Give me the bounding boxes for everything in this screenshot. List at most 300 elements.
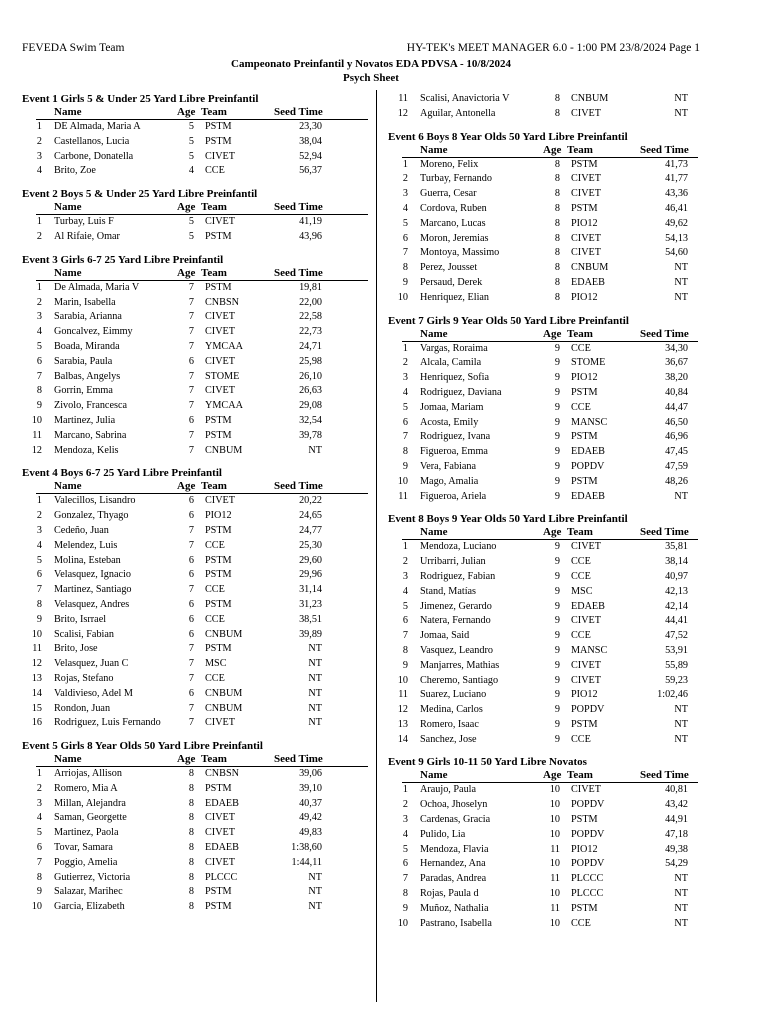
seed-time: 42,13 — [665, 585, 688, 597]
table-row — [388, 401, 698, 416]
swimmer-age: 9 — [554, 585, 560, 597]
seed-time: 40,97 — [665, 570, 688, 582]
swimmer-age: 8 — [554, 158, 560, 170]
team-code: PSTM — [205, 230, 232, 242]
swimmer-age: 6 — [188, 598, 194, 610]
swimmer-name: Al Rifaie, Omar — [54, 230, 120, 242]
swimmer-age: 6 — [188, 613, 194, 625]
column-name: Name — [420, 526, 448, 539]
seed-time: 52,94 — [299, 150, 322, 162]
team-code: CCE — [571, 570, 591, 582]
seed-time: NT — [674, 704, 688, 716]
place-number: 6 — [402, 615, 408, 627]
swimmer-name: Mendoza, Kelis — [54, 444, 119, 456]
table-header — [36, 106, 368, 120]
seed-time: 53,91 — [665, 644, 688, 656]
swimmer-age: 5 — [188, 121, 194, 132]
swimmer-age: 7 — [188, 340, 194, 352]
seed-time: 39,06 — [299, 768, 322, 780]
swimmer-name: Marin, Isabella — [54, 296, 116, 308]
team-code: CIVET — [571, 247, 601, 259]
swimmer-name: Velasquez, Juan C — [54, 658, 129, 670]
place-number: 3 — [402, 814, 408, 826]
swimmer-age: 9 — [554, 615, 560, 627]
place-number: 8 — [402, 644, 408, 656]
seed-time: 31,14 — [299, 584, 322, 596]
place-number: 10 — [397, 291, 408, 303]
place-number: 4 — [402, 585, 408, 597]
table-header — [402, 526, 698, 540]
swimmer-name: Perez, Jousset — [420, 262, 478, 274]
table-row — [22, 702, 368, 717]
swimmer-age: 8 — [554, 276, 560, 288]
seed-time: NT — [674, 873, 688, 885]
swimmer-name: Brito, Zoe — [54, 165, 96, 177]
event-block — [22, 739, 368, 915]
swimmer-name: Marcano, Sabrina — [54, 429, 127, 441]
seed-time: NT — [308, 687, 322, 699]
table-row — [22, 509, 368, 524]
swimmer-name: Alcala, Camila — [420, 357, 482, 369]
team-code: CIVET — [205, 385, 235, 397]
swimmer-age: 8 — [188, 797, 194, 809]
event-title: Event 4 Boys 6-7 25 Yard Libre Preinfantil — [22, 467, 222, 480]
table-header — [36, 267, 368, 281]
swimmer-name: Sarabia, Paula — [54, 355, 113, 367]
swimmer-age: 7 — [188, 658, 194, 670]
table-row — [388, 371, 698, 386]
swimmer-name: Moreno, Felix — [420, 158, 479, 170]
team-code: CCE — [571, 917, 591, 929]
place-number: 2 — [402, 799, 408, 811]
table-row — [388, 232, 698, 247]
swimmer-name: Mendoza, Flavia — [420, 843, 489, 855]
seed-time: NT — [308, 717, 322, 729]
table-row — [22, 281, 368, 296]
seed-time: 1:38,60 — [291, 842, 322, 854]
team-code: CNBUM — [205, 444, 243, 456]
swimmer-age: 6 — [188, 510, 194, 522]
table-row — [22, 657, 368, 672]
team-code: POPDV — [571, 460, 605, 472]
swimmer-name: Jomaa, Said — [420, 630, 470, 642]
place-number: 1 — [36, 121, 42, 132]
swimmer-age: 11 — [550, 902, 560, 914]
place-number: 7 — [36, 584, 42, 596]
table-row — [22, 414, 368, 429]
swimmer-name: Brito, Jose — [54, 643, 98, 655]
swimmer-name: Valdivieso, Adel M — [54, 687, 133, 699]
swimmer-age: 8 — [188, 856, 194, 868]
swimmer-age: 6 — [188, 414, 194, 426]
table-row — [388, 92, 698, 107]
seed-time: 24,77 — [299, 524, 322, 536]
table-row — [388, 276, 698, 291]
swimmer-name: Figueroa, Ariela — [420, 490, 487, 502]
seed-time: 26,10 — [299, 370, 322, 382]
team-code: MANSC — [571, 644, 608, 656]
table-row — [22, 782, 368, 797]
table-row — [388, 202, 698, 217]
swimmer-age: 9 — [554, 401, 560, 413]
table-row — [22, 642, 368, 657]
seed-time: 46,50 — [665, 416, 688, 428]
event-title: Event 5 Girls 8 Year Olds 50 Yard Libre Preinfantil — [22, 740, 263, 753]
table-row — [22, 687, 368, 702]
team-code: PSTM — [205, 782, 232, 794]
seed-time: 25,98 — [299, 355, 322, 367]
place-number: 11 — [32, 429, 42, 441]
table-row — [388, 718, 698, 733]
swimmer-name: Rojas, Paula d — [420, 888, 479, 900]
place-number: 7 — [36, 370, 42, 382]
table-row — [22, 135, 368, 150]
table-row — [388, 416, 698, 431]
event-title: Event 1 Girls 5 & Under 25 Yard Libre Preinfantil — [22, 93, 259, 105]
table-row — [388, 843, 698, 858]
place-number: 13 — [397, 718, 408, 730]
swimmer-name: Mendoza, Luciano — [420, 541, 497, 553]
swimmer-age: 7 — [188, 584, 194, 596]
swimmer-name: Natera, Fernando — [420, 615, 491, 627]
swimmer-age: 5 — [188, 150, 194, 162]
seed-time: 25,30 — [299, 539, 322, 551]
team-name: FEVEDA Swim Team — [22, 42, 125, 54]
column-name: Name — [54, 266, 82, 279]
table-row — [388, 291, 698, 306]
place-number: 6 — [36, 569, 42, 581]
table-row — [22, 583, 368, 598]
right-column — [388, 92, 698, 931]
event-block — [388, 314, 698, 505]
team-code: EDAEB — [571, 276, 605, 288]
team-code: CIVET — [205, 326, 235, 338]
swimmer-age: 6 — [188, 628, 194, 640]
place-number: 5 — [402, 401, 408, 413]
table-row — [388, 555, 698, 570]
seed-time: 40,37 — [299, 797, 322, 809]
table-row — [22, 797, 368, 812]
swimmer-name: Turbay, Luis F — [54, 216, 114, 228]
column-name: Name — [54, 201, 82, 214]
swimmer-age: 10 — [549, 814, 560, 826]
seed-time: 24,71 — [299, 340, 322, 352]
table-row — [388, 688, 698, 703]
place-number: 1 — [402, 784, 408, 796]
team-code: CIVET — [571, 659, 601, 671]
team-code: CIVET — [205, 216, 235, 228]
seed-time: 1:44,11 — [291, 856, 322, 868]
team-code: CNBUM — [205, 628, 243, 640]
team-code: PSTM — [205, 429, 232, 441]
place-number: 10 — [397, 674, 408, 686]
swimmer-name: Vargas, Roraima — [420, 342, 488, 354]
team-code: PSTM — [205, 886, 232, 898]
meet-title: Campeonato Preinfantil y Novatos EDA PDVSA - 10/8/2024 — [231, 58, 511, 70]
swimmer-name: Scalisi, Anavictoria V — [420, 93, 510, 104]
seed-time: 38,51 — [299, 613, 322, 625]
seed-time: 22,58 — [299, 311, 322, 323]
table-row — [388, 644, 698, 659]
table-row — [22, 444, 368, 459]
swimmer-age: 9 — [554, 689, 560, 701]
column-age: Age — [543, 327, 562, 340]
team-code: CIVET — [205, 355, 235, 367]
seed-time: 48,26 — [665, 475, 688, 487]
table-row — [22, 340, 368, 355]
column-age: Age — [177, 480, 196, 493]
seed-time: 44,47 — [665, 401, 688, 413]
place-number: 6 — [36, 842, 42, 854]
table-row — [22, 672, 368, 687]
swimmer-age: 11 — [550, 843, 560, 855]
column-team: Team — [567, 143, 593, 156]
table-row — [388, 386, 698, 401]
seed-time: 23,30 — [299, 121, 322, 132]
place-number: 7 — [402, 873, 408, 885]
table-row — [22, 539, 368, 554]
seed-time: 26,63 — [299, 385, 322, 397]
swimmer-age: 10 — [549, 799, 560, 811]
place-number: 1 — [402, 541, 408, 553]
place-number: 9 — [402, 659, 408, 671]
seed-time: NT — [674, 718, 688, 730]
seed-time: NT — [308, 643, 322, 655]
seed-time: 46,41 — [665, 202, 688, 214]
seed-time: 54,29 — [665, 858, 688, 870]
team-code: PIO12 — [571, 372, 598, 384]
table-row — [388, 798, 698, 813]
place-number: 4 — [402, 828, 408, 840]
seed-time: 38,14 — [665, 556, 688, 568]
swimmer-name: Acosta, Emily — [420, 416, 479, 428]
column-seed: Seed Time — [274, 480, 323, 493]
table-row — [388, 813, 698, 828]
swimmer-name: Martinez, Paola — [54, 827, 119, 839]
swimmer-age: 11 — [550, 873, 560, 885]
swimmer-name: Montoya, Massimo — [420, 247, 500, 259]
swimmer-age: 7 — [188, 702, 194, 714]
swimmer-age: 5 — [188, 216, 194, 228]
swimmer-age: 10 — [549, 828, 560, 840]
place-number: 1 — [36, 768, 42, 780]
table-row — [388, 356, 698, 371]
place-number: 10 — [31, 414, 42, 426]
swimmer-age: 9 — [554, 704, 560, 716]
place-number: 3 — [36, 524, 42, 536]
swimmer-name: Araujo, Paula — [420, 784, 477, 796]
place-number: 4 — [36, 539, 42, 551]
seed-time: 59,23 — [665, 674, 688, 686]
swimmer-name: Manjarres, Mathias — [420, 659, 500, 671]
swimmer-age: 6 — [188, 687, 194, 699]
software-info: HY-TEK's MEET MANAGER 6.0 - 1:00 PM 23/8/2024 Page 1 — [406, 42, 700, 54]
column-name: Name — [420, 327, 448, 340]
team-code: PSTM — [205, 554, 232, 566]
table-row — [22, 716, 368, 731]
place-number: 2 — [402, 357, 408, 369]
swimmer-age: 8 — [554, 262, 560, 274]
sheet-title: Psych Sheet — [343, 72, 399, 84]
swimmer-name: Goncalvez, Eimmy — [54, 326, 133, 338]
table-header — [36, 201, 368, 215]
swimmer-age: 10 — [549, 888, 560, 900]
swimmer-age: 7 — [188, 429, 194, 441]
table-row — [388, 783, 698, 798]
column-team: Team — [567, 526, 593, 539]
team-code: MSC — [571, 585, 593, 597]
place-number: 6 — [402, 858, 408, 870]
event-5-continuation — [388, 92, 698, 122]
place-number: 3 — [402, 372, 408, 384]
column-age: Age — [543, 769, 562, 782]
team-code: PLCCC — [571, 873, 604, 885]
table-row — [388, 187, 698, 202]
swimmer-name: Jomaa, Mariam — [420, 401, 484, 413]
team-code: CIVET — [205, 150, 235, 162]
team-code: POPDV — [571, 799, 605, 811]
event-title: Event 2 Boys 5 & Under 25 Yard Libre Preinfantil — [22, 188, 258, 201]
place-number: 11 — [32, 643, 42, 655]
team-code: EDAEB — [571, 600, 605, 612]
table-header — [402, 144, 698, 158]
table-row — [388, 614, 698, 629]
event-title: Event 8 Boys 9 Year Olds 50 Yard Libre Preinfantil — [388, 513, 628, 526]
place-number: 9 — [402, 460, 408, 472]
place-number: 4 — [36, 326, 42, 338]
place-number: 1 — [36, 495, 42, 507]
team-code: PIO12 — [571, 843, 598, 855]
swimmer-age: 8 — [554, 202, 560, 214]
table-row — [388, 158, 698, 173]
swimmer-age: 7 — [188, 311, 194, 323]
place-number: 2 — [36, 230, 42, 242]
swimmer-age: 8 — [188, 812, 194, 824]
swimmer-name: Molina, Esteban — [54, 554, 121, 566]
place-number: 4 — [402, 386, 408, 398]
swimmer-age: 9 — [554, 556, 560, 568]
seed-time: 41,73 — [665, 158, 688, 170]
swimmer-name: Ochoa, Jhoselyn — [420, 799, 488, 811]
event-title: Event 6 Boys 8 Year Olds 50 Yard Libre Preinfantil — [388, 130, 628, 143]
table-row — [22, 370, 368, 385]
swimmer-name: Martinez, Julia — [54, 414, 116, 426]
swimmer-name: Medina, Carlos — [420, 704, 483, 716]
place-number: 2 — [36, 782, 42, 794]
team-code: PSTM — [571, 718, 598, 730]
swimmer-name: Valecillos, Lisandro — [54, 495, 136, 507]
swimmer-age: 9 — [554, 342, 560, 354]
swimmer-age: 7 — [188, 643, 194, 655]
swimmer-age: 9 — [554, 416, 560, 428]
table-row — [22, 296, 368, 311]
place-number: 5 — [36, 554, 42, 566]
place-number: 13 — [31, 672, 42, 684]
swimmer-name: DE Almada, Maria A — [54, 121, 141, 132]
team-code: CIVET — [571, 107, 601, 119]
column-team: Team — [567, 769, 593, 782]
table-row — [388, 674, 698, 689]
place-number: 4 — [36, 812, 42, 824]
team-code: PSTM — [571, 202, 598, 214]
swimmer-name: Gonzalez, Thyago — [54, 510, 129, 522]
column-name: Name — [54, 753, 82, 766]
seed-time: 40,84 — [665, 386, 688, 398]
swimmer-name: Moron, Jeremias — [420, 232, 489, 244]
swimmer-name: Gorrin, Emma — [54, 385, 113, 397]
swimmer-name: Romero, Mia A — [54, 782, 118, 794]
swimmer-age: 8 — [554, 107, 560, 119]
swimmer-age: 7 — [188, 444, 194, 456]
team-code: MANSC — [571, 416, 608, 428]
table-row — [388, 342, 698, 357]
swimmer-name: Mago, Amalia — [420, 475, 479, 487]
swimmer-age: 8 — [188, 842, 194, 854]
event-block — [22, 187, 368, 245]
seed-time: NT — [308, 702, 322, 714]
seed-time: 47,59 — [665, 460, 688, 472]
table-row — [22, 871, 368, 886]
team-code: CCE — [571, 342, 591, 354]
team-code: CCE — [205, 584, 225, 596]
swimmer-name: Stand, Matías — [420, 585, 477, 597]
seed-time: 36,67 — [665, 357, 688, 369]
swimmer-name: Marcano, Lucas — [420, 217, 486, 229]
seed-time: 43,96 — [299, 230, 322, 242]
place-number: 11 — [398, 490, 408, 502]
swimmer-name: Melendez, Luis — [54, 539, 118, 551]
place-number: 3 — [36, 797, 42, 809]
swimmer-age: 9 — [554, 386, 560, 398]
swimmer-age: 9 — [554, 630, 560, 642]
table-row — [22, 524, 368, 539]
team-code: PSTM — [205, 524, 232, 536]
team-code: CIVET — [571, 615, 601, 627]
team-code: PSTM — [205, 121, 232, 132]
swimmer-name: Millan, Alejandra — [54, 797, 126, 809]
swimmer-name: Pulido, Lia — [420, 828, 466, 840]
swimmer-age: 9 — [554, 475, 560, 487]
team-code: YMCAA — [205, 340, 243, 352]
table-row — [22, 399, 368, 414]
swimmer-name: Hernandez, Ana — [420, 858, 486, 870]
seed-time: NT — [674, 917, 688, 929]
column-divider — [376, 90, 377, 1002]
swimmer-name: Saman, Georgette — [54, 812, 127, 824]
table-row — [22, 494, 368, 509]
swimmer-name: Vasquez, Leandro — [420, 644, 493, 656]
place-number: 2 — [402, 556, 408, 568]
place-number: 10 — [397, 917, 408, 929]
swimmer-name: Guerra, Cesar — [420, 188, 477, 200]
swimmer-age: 9 — [554, 490, 560, 502]
swimmer-age: 9 — [554, 431, 560, 443]
table-row — [388, 828, 698, 843]
column-team: Team — [201, 753, 227, 766]
swimmer-age: 8 — [188, 871, 194, 883]
team-code: EDAEB — [571, 490, 605, 502]
table-row — [388, 430, 698, 445]
table-row — [22, 841, 368, 856]
table-row — [22, 355, 368, 370]
swimmer-age: 8 — [554, 188, 560, 200]
place-number: 15 — [31, 702, 42, 714]
column-age: Age — [543, 143, 562, 156]
table-row — [22, 568, 368, 583]
table-row — [388, 902, 698, 917]
place-number: 3 — [36, 311, 42, 323]
seed-time: 47,52 — [665, 630, 688, 642]
